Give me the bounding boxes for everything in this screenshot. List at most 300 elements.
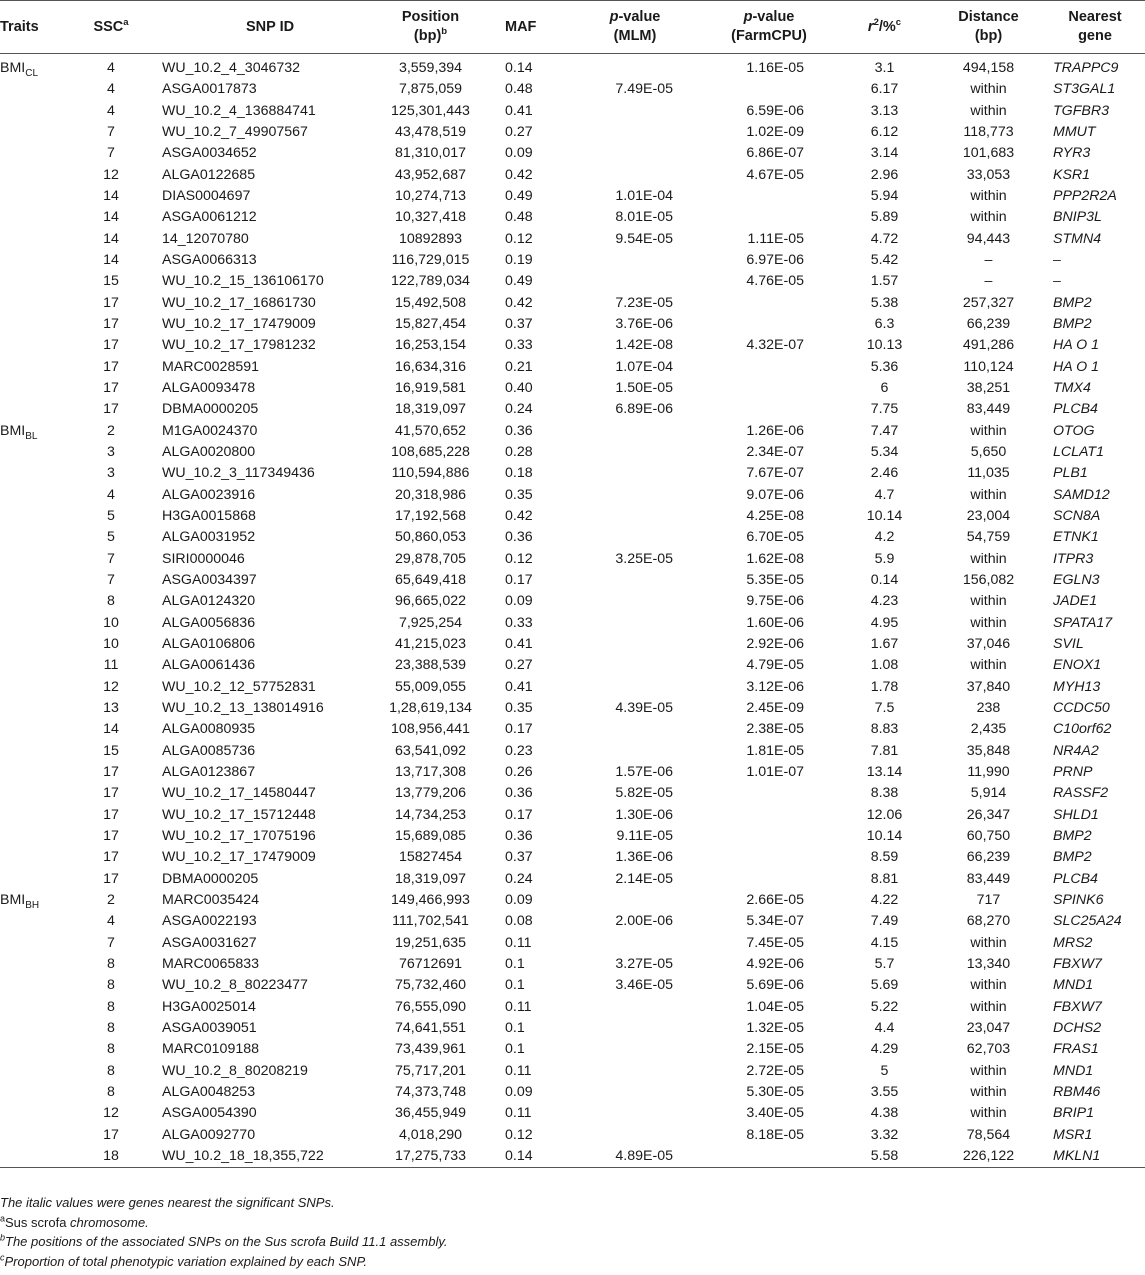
table-row [0,1082,1145,1103]
cell-p-mlm: 1.50E-05 [615,380,673,397]
cell-position: 16,253,154 [394,337,466,354]
cell-maf: 0.33 [505,614,533,631]
cell-position: 7,925,254 [398,614,463,631]
table-row [0,357,1145,378]
cell-ssc: 12 [103,678,119,695]
cell-distance: within [970,550,1007,567]
cell-p-mlm: 1.36E-06 [615,849,673,866]
cell-nearest-gene: – [1053,252,1061,269]
cell-p-farmcpu: 6.97E-06 [746,252,804,269]
cell-p-mlm [569,101,701,122]
table-row [0,570,1145,591]
cell-maf: 0.23 [505,742,533,759]
table-row [0,1146,1145,1168]
cell-r2: 5.22 [870,998,899,1015]
cell-r2: 4.95 [870,614,899,631]
header-distance: Distance (bp) [932,1,1045,54]
cell-snp-id: WU_10.2_17_16861730 [162,294,316,311]
table-row [0,591,1145,612]
cell-trait [0,868,68,889]
cell-snp-id: MARC0109188 [162,1041,260,1058]
cell-ssc: 4 [107,81,115,98]
cell-p-farmcpu: 2.38E-05 [746,721,804,738]
cell-r2: 4.38 [870,1105,899,1122]
cell-ssc: 7 [107,145,115,162]
table-row [0,911,1145,932]
cell-ssc: 8 [107,1083,115,1100]
cell-distance: 11,990 [967,763,1010,780]
cell-r2: 3.13 [870,102,899,119]
cell-maf: 0.14 [493,1146,569,1168]
cell-p-mlm: 3.76E-06 [615,316,673,333]
cell-r2: 5.7 [874,955,895,972]
cell-nearest-gene: TMX4 [1053,380,1091,397]
cell-position: 18,319,097 [394,870,466,887]
cell-nearest-gene: EGLN3 [1053,572,1100,589]
cell-p-farmcpu: 6.70E-05 [746,529,804,546]
cell-p-farmcpu [701,357,837,378]
cell-nearest-gene: PLCB4 [1053,870,1098,887]
cell-r2: 8.38 [870,785,899,802]
cell-position: 76,555,090 [394,998,466,1015]
cell-trait [0,1039,68,1060]
cell-trait [0,741,68,762]
cell-position: 110,594,886 [391,465,470,482]
cell-snp-id: ASGA0034397 [162,572,257,589]
cell-p-mlm [569,1124,701,1145]
cell-ssc: 17 [103,827,119,844]
table-header [0,1,1145,54]
cell-r2: 6 [880,380,889,397]
cell-nearest-gene: CCDC50 [1053,700,1110,716]
cell-r2: 1.08 [870,657,899,674]
cell-distance: 66,239 [966,849,1011,866]
cell-position: 10,327,418 [394,209,466,226]
cell-distance: 2,435 [970,721,1007,738]
cell-nearest-gene: BMP2 [1053,827,1092,844]
cell-ssc: 14 [103,252,119,269]
cell-p-farmcpu: 2.66E-05 [746,891,804,908]
cell-trait [0,1124,68,1145]
cell-ssc: 8 [107,998,115,1015]
cell-p-farmcpu [701,79,837,100]
cell-position: 76712691 [398,955,463,972]
header-position: Position (bp)$^b$ [368,1,493,54]
cell-distance: within [970,1083,1007,1100]
cell-maf: 0.35 [505,486,533,503]
cell-nearest-gene: PRNP [1053,763,1093,780]
cell-distance: 118,773 [963,124,1014,141]
table-row [0,54,1145,80]
table-row [0,165,1145,186]
cell-p-mlm [569,932,701,953]
cell-nearest-gene: BNIP3L [1053,209,1102,226]
cell-nearest-gene: HA O 1 [1053,337,1099,354]
cell-distance: 156,082 [962,572,1015,589]
cell-r2: 3.32 [870,1126,899,1143]
cell-distance: – [984,252,993,269]
cell-snp-id: ALGA0048253 [162,1083,256,1100]
cell-p-mlm: 7.23E-05 [615,294,673,311]
cell-p-mlm [569,122,701,143]
cell-position: 13,779,206 [394,785,466,802]
table-body [0,54,1145,1168]
cell-ssc: 13 [103,700,119,716]
cell-maf: 0.14 [505,60,533,77]
cell-trait [0,911,68,932]
cell-snp-id: WU_10.2_4_136884741 [162,102,316,119]
cell-p-farmcpu [701,847,837,868]
table-row [0,378,1145,399]
cell-maf: 0.11 [505,934,532,951]
cell-nearest-gene: STMN4 [1053,230,1102,247]
cell-p-farmcpu: 3.40E-05 [746,1105,804,1122]
cell-nearest-gene: SLC25A24 [1053,913,1122,930]
cell-r2: 7.49 [870,913,899,930]
cell-trait [0,463,68,484]
cell-distance: within [970,102,1007,119]
cell-snp-id: ALGA0106806 [162,636,256,653]
cell-trait [0,847,68,868]
cell-position: 3,559,394 [398,60,463,77]
cell-distance: within [970,486,1007,503]
table-row [0,826,1145,847]
cell-p-farmcpu: 2.92E-06 [746,636,804,653]
cell-p-farmcpu: 6.59E-06 [746,102,804,119]
cell-maf: 0.49 [505,273,533,290]
cell-p-farmcpu: 7.67E-07 [746,465,804,482]
cell-maf: 0.27 [505,657,533,674]
cell-r2: 6.17 [870,81,899,98]
cell-snp-id: ASGA0017873 [162,81,257,98]
cell-r2: 5.58 [837,1146,932,1168]
cell-position: 41,570,652 [394,422,466,439]
table-footnotes [0,1193,448,1271]
cell-ssc: 14 [103,721,119,738]
cell-distance: 62,703 [966,1041,1011,1058]
cell-p-farmcpu: 1.81E-05 [746,742,804,759]
cell-nearest-gene: ENOX1 [1053,657,1102,674]
cell-r2: 10.14 [866,827,903,844]
cell-trait [0,570,68,591]
cell-snp-id: ALGA0124320 [162,593,256,610]
cell-position: 13,717,308 [394,763,466,780]
cell-snp-id: WU_10.2_15_136106170 [162,273,324,290]
cell-nearest-gene: SAMD12 [1053,486,1110,503]
cell-p-farmcpu: 4.25E-08 [746,508,804,525]
cell-distance: 37,840 [966,678,1011,695]
cell-p-farmcpu: 1.60E-06 [746,614,804,631]
cell-trait [0,655,68,676]
cell-r2: 4.4 [874,1019,895,1036]
cell-distance: within [970,657,1007,674]
cell-r2: 5.36 [870,358,899,375]
cell-ssc: 17 [103,870,119,887]
cell-position: 74,373,748 [394,1083,466,1100]
cell-ssc: 8 [107,977,115,994]
cell-maf: 0.21 [505,358,533,375]
cell-trait [0,677,68,698]
cell-p-mlm: 3.46E-05 [615,977,673,994]
cell-maf: 0.41 [505,102,533,119]
cell-r2: 4.7 [874,486,895,503]
cell-p-farmcpu [701,804,837,825]
cell-trait [0,549,68,570]
table-row [0,207,1145,228]
cell-p-farmcpu: 4.32E-07 [746,337,804,354]
cell-ssc: 3 [107,465,115,482]
cell-p-mlm: 7.49E-05 [615,81,673,98]
cell-distance: 257,327 [962,294,1015,311]
cell-ssc: 18 [68,1146,154,1168]
cell-distance: 94,443 [966,230,1011,247]
cell-snp-id: ASGA0061212 [162,209,257,226]
cell-position: 18,319,097 [394,401,466,418]
cell-r2: 4.72 [870,230,899,247]
cell-p-mlm [569,1060,701,1081]
cell-p-farmcpu: 1.02E-09 [746,124,804,141]
cell-trait [0,165,68,186]
cell-nearest-gene: HA O 1 [1053,358,1099,375]
cell-trait [0,1082,68,1103]
table-row [0,143,1145,164]
cell-trait [0,996,68,1017]
cell-maf: 0.49 [505,188,533,205]
cell-trait [0,826,68,847]
cell-p-mlm [569,421,701,442]
table-row [0,421,1145,442]
cell-ssc: 8 [107,593,115,610]
cell-r2: 5.34 [870,444,899,461]
cell-snp-id: DBMA0000205 [162,870,259,887]
cell-position: 65,649,418 [394,572,466,589]
cell-snp-id: ASGA0039051 [162,1019,257,1036]
cell-ssc: 14 [103,188,119,205]
cell-trait [0,975,68,996]
cell-trait [0,783,68,804]
cell-maf: 0.12 [505,230,533,247]
cell-trait [0,954,68,975]
cell-p-mlm [569,634,701,655]
cell-ssc: 17 [103,849,119,866]
cell-maf: 0.42 [505,508,533,525]
table-row [0,613,1145,634]
cell-maf: 0.36 [505,827,533,844]
cell-r2: 4.29 [870,1041,899,1058]
cell-p-farmcpu: 7.45E-05 [746,934,804,951]
cell-maf: 0.17 [505,806,533,823]
cell-p-mlm: 1.30E-06 [615,806,673,823]
cell-trait [0,207,68,228]
cell-p-mlm: 3.27E-05 [615,955,673,972]
cell-p-mlm [569,1082,701,1103]
table-row [0,741,1145,762]
table-row [0,655,1145,676]
cell-ssc: 17 [103,294,119,311]
cell-p-farmcpu: 3.12E-06 [746,678,804,695]
cell-trait: $BMI_{BH}$ [0,891,40,911]
cell-snp-id: SIRI0000046 [162,550,245,567]
header-snp-id: SNP ID [154,1,368,54]
header-maf: MAF [493,1,569,54]
cell-ssc: 17 [103,380,119,397]
cell-maf: 0.09 [505,593,533,610]
cell-p-mlm: 2.00E-06 [615,913,673,930]
cell-position: 96,665,022 [394,593,466,610]
cell-maf: 0.48 [505,209,533,226]
cell-trait [0,804,68,825]
cell-p-mlm [569,527,701,548]
cell-ssc: 10 [103,636,119,653]
cell-p-mlm [569,271,701,292]
cell-ssc: 8 [107,1062,115,1079]
cell-position: 16,919,581 [394,380,466,397]
cell-trait [0,271,68,292]
cell-trait [0,442,68,463]
cell-trait [0,762,68,783]
cell-ssc: 2 [107,422,115,439]
cell-ssc: 14 [103,209,119,226]
cell-r2: 2.46 [870,465,899,482]
cell-trait [0,1146,68,1168]
cell-r2: 10.13 [866,337,903,354]
cell-p-mlm [569,1103,701,1124]
cell-position: 36,455,949 [394,1105,466,1122]
cell-p-mlm [569,996,701,1017]
cell-nearest-gene: BMP2 [1053,294,1092,311]
cell-trait: $BMI_{CL}$ [0,60,39,79]
cell-maf: 0.12 [505,550,533,567]
cell-distance: 5,914 [970,785,1007,802]
cell-p-farmcpu: 9.07E-06 [746,486,804,503]
table-row [0,762,1145,783]
cell-maf: 0.08 [505,913,533,930]
cell-ssc: 11 [103,657,119,674]
cell-r2: 1.57 [870,273,899,290]
cell-p-farmcpu: 1.26E-06 [746,422,804,439]
cell-distance: 33,053 [966,166,1011,183]
cell-nearest-gene: JADE1 [1053,593,1098,610]
cell-r2: 6.3 [874,316,895,333]
cell-p-farmcpu [701,868,837,889]
cell-p-mlm [569,677,701,698]
cell-distance: within [970,998,1007,1015]
table-row [0,868,1145,889]
table-row [0,527,1145,548]
cell-maf: 0.26 [505,763,533,780]
table-row [0,485,1145,506]
cell-r2: 13.14 [866,763,903,780]
cell-r2: 4.22 [870,891,899,908]
cell-position: 41,215,023 [394,636,466,653]
cell-maf: 0.37 [505,316,533,333]
cell-trait [0,399,68,420]
cell-ssc: 17 [103,358,119,375]
cell-nearest-gene: KSR1 [1053,166,1091,183]
table-row [0,975,1145,996]
cell-p-farmcpu: 6.86E-07 [746,145,804,162]
cell-position: 19,251,635 [394,934,466,951]
cell-r2: 3.14 [870,145,899,162]
table-row [0,698,1145,719]
cell-r2: 5.69 [870,977,899,994]
cell-p-farmcpu [701,826,837,847]
cell-p-farmcpu: 4.92E-06 [746,955,804,972]
header-p-mlm: p-value (MLM) [569,1,701,54]
cell-r2: 5.9 [874,550,895,567]
cell-p-farmcpu: 1.62E-08 [746,550,804,567]
cell-position: 10892893 [398,230,463,247]
cell-distance: within [970,977,1007,994]
cell-trait [0,101,68,122]
cell-p-farmcpu: 1.11E-05 [747,230,804,247]
cell-position: 108,685,228 [391,444,470,461]
cell-ssc: 8 [107,1019,115,1036]
cell-distance: 26,347 [966,806,1011,823]
cell-ssc: 12 [103,1105,119,1122]
cell-nearest-gene: FRAS1 [1053,1041,1099,1058]
cell-r2: 5.42 [870,252,899,269]
cell-maf: 0.09 [505,891,533,908]
cell-p-mlm: 1.01E-04 [615,188,673,205]
table-row [0,186,1145,207]
cell-position: 20,318,986 [394,486,466,503]
cell-p-farmcpu: 1.01E-07 [746,763,804,780]
cell-nearest-gene: – [1053,273,1061,290]
cell-snp-id: WU_10.2_17_17479009 [162,849,316,866]
cell-distance: within [970,614,1007,631]
cell-p-mlm: 1.42E-08 [615,337,673,354]
cell-p-farmcpu: 1.32E-05 [746,1019,804,1036]
cell-maf: 0.24 [505,870,533,887]
cell-distance: 83,449 [966,401,1011,418]
cell-distance: 491,286 [962,337,1015,354]
cell-distance: 23,047 [966,1019,1011,1036]
cell-p-farmcpu: 5.69E-06 [746,977,804,994]
cell-ssc: 7 [107,934,115,951]
cell-nearest-gene: MKLN1 [1045,1146,1145,1168]
cell-snp-id: WU_10.2_17_15712448 [162,806,316,823]
cell-nearest-gene: RBM46 [1053,1083,1101,1100]
cell-nearest-gene: RASSF2 [1053,785,1109,802]
cell-position: 116,729,015 [391,252,470,269]
cell-trait [0,634,68,655]
cell-distance: within [970,422,1007,439]
cell-maf: 0.24 [505,401,533,418]
cell-ssc: 15 [103,273,119,290]
cell-distance: within [970,934,1007,951]
cell-maf: 0.11 [505,1062,532,1079]
cell-p-farmcpu: 2.15E-05 [746,1041,804,1058]
cell-distance: 5,650 [970,444,1007,461]
cell-snp-id: ALGA0061436 [162,657,256,674]
cell-ssc: 4 [107,102,115,119]
cell-nearest-gene: SPINK6 [1053,891,1104,908]
cell-snp-id: H3GA0015868 [162,508,256,525]
table-row [0,1039,1145,1060]
cell-nearest-gene: BMP2 [1053,316,1092,333]
cell-p-farmcpu [701,399,837,420]
cell-distance: 66,239 [966,316,1011,333]
cell-position: 23,388,539 [394,657,466,674]
cell-position: 16,634,316 [394,358,466,375]
cell-r2: 3.55 [870,1083,899,1100]
cell-p-farmcpu [701,783,837,804]
cell-r2: 8.81 [870,870,899,887]
cell-nearest-gene: TRAPPC9 [1053,60,1119,77]
cell-maf: 0.48 [505,81,533,98]
cell-p-farmcpu: 2.45E-09 [746,700,804,716]
